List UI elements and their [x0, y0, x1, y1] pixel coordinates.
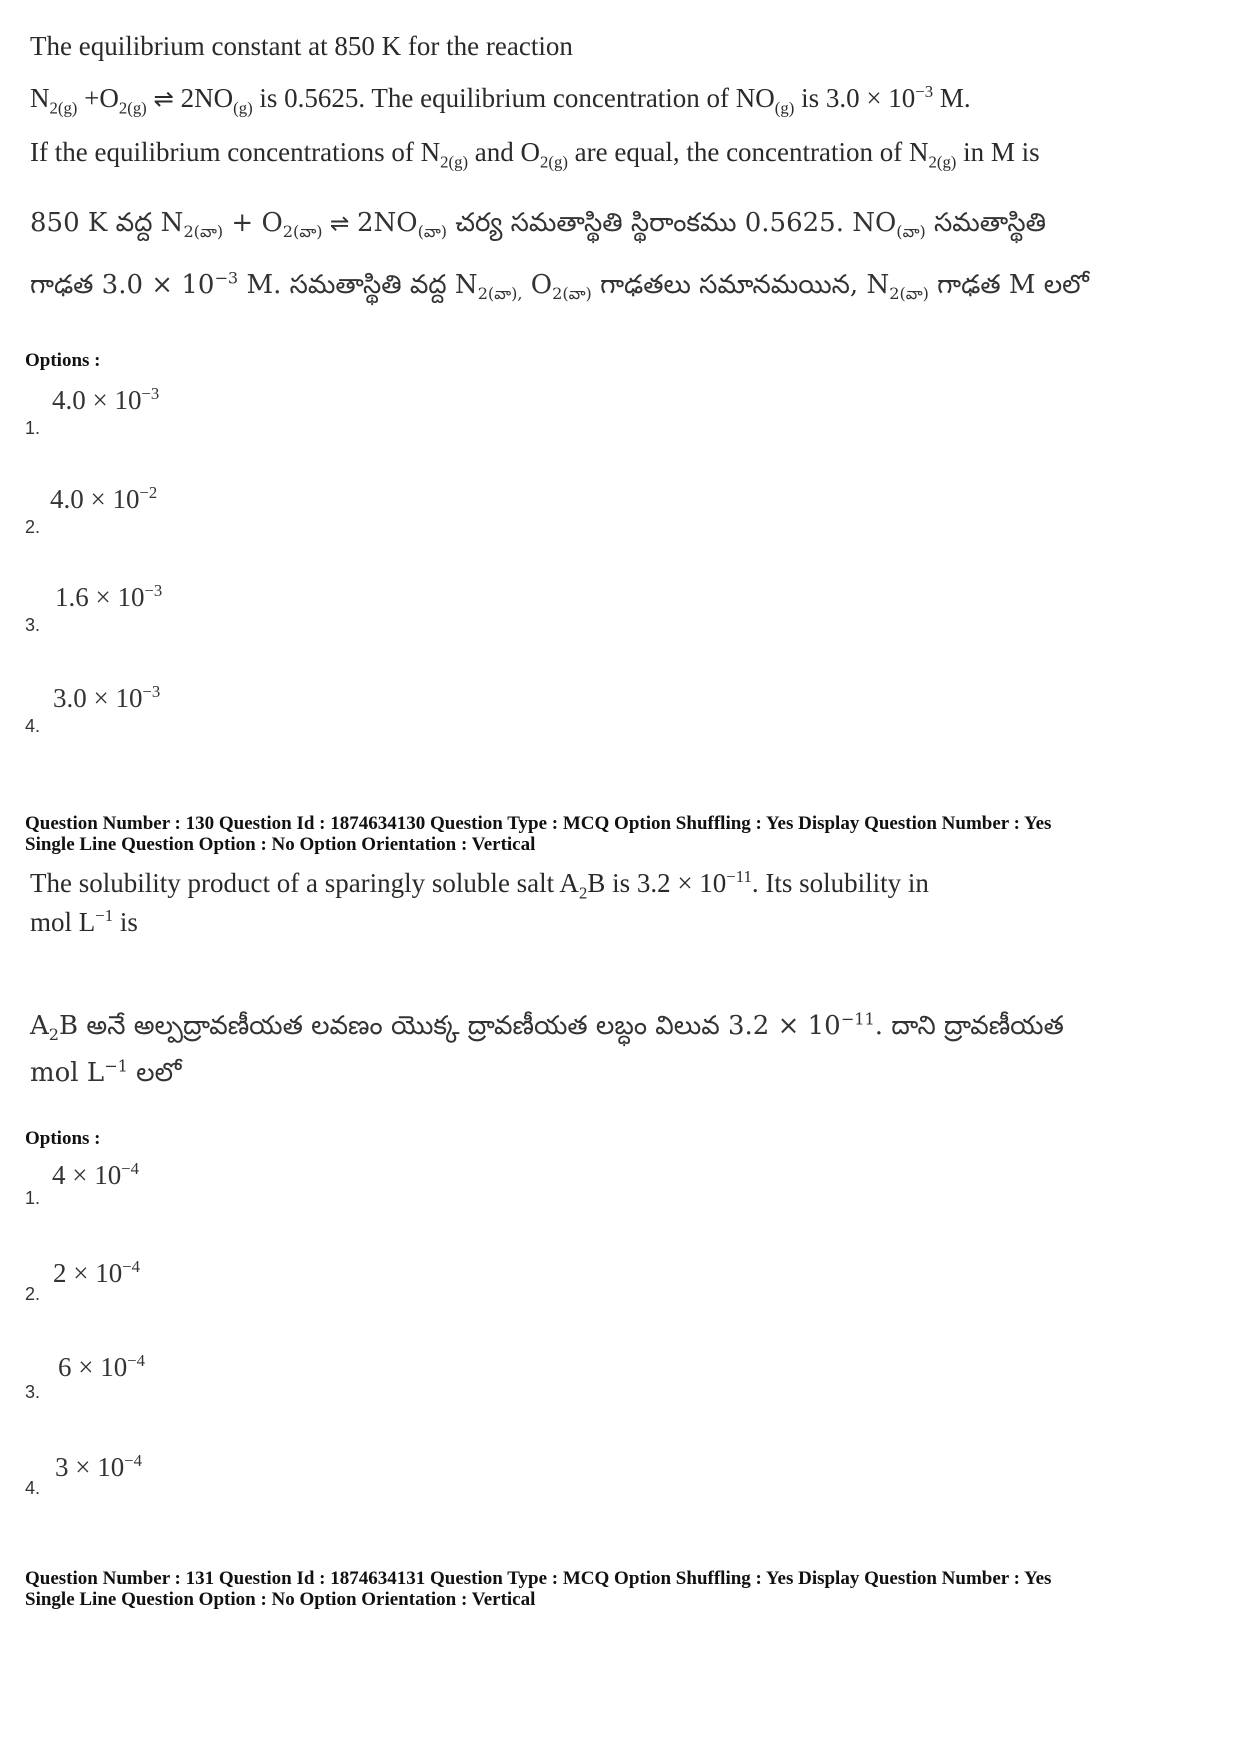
- option-value: $3 \times 10^{-4}$: [55, 1451, 143, 1482]
- equilibrium-arrow-icon: ⇌: [322, 209, 357, 237]
- option-number: 3.: [25, 1382, 41, 1402]
- option-number: 4.: [25, 1478, 41, 1498]
- q130-meta: [25, 813, 1051, 855]
- option-value: $4.0 \times 10^{-2}$: [50, 483, 158, 514]
- q130-options-heading: Options :: [25, 1128, 101, 1149]
- equilibrium-arrow-icon: ⇌: [153, 84, 174, 113]
- q130-english: The solubility product of a sparingly soluble salt $A_2B$ is $3.2 \times 10^{-11}$. Its solubility in mol $L^{-1}$ is: [30, 867, 929, 937]
- option-number: 3.: [25, 615, 41, 635]
- q129-option-4[interactable]: [0, 683, 600, 743]
- q129-english-line3: If the equilibrium concentrations of $N_{2(g)}$ and $O_{2(g)}$ are equal, the concentration of $N_{2(g)}$ in M is: [30, 137, 1040, 172]
- option-value: $4.0 \times 10^{-3}$: [52, 384, 160, 415]
- option-value: $6 \times 10^{-4}$: [58, 1351, 146, 1382]
- q131-meta-line1: Question Number : 131 Question Id : 1874634131 Question Type : MCQ Option Shuffling : Yes Display Question Number : Yes: [25, 1568, 1052, 1589]
- q130-meta-line2: Single Line Question Option : No Option Orientation : Vertical: [25, 834, 536, 855]
- option-number: 2.: [25, 1284, 41, 1304]
- q131-meta-line2: Single Line Question Option : No Option Orientation : Vertical: [25, 1589, 536, 1610]
- q130-telugu: $A_2B$ అనే అల్పద్రావణీయత లవణం యొక్క ద్రావణీయత లబ్ధం విలువ $3.2 \times 10^{-11}$. దాని ద్రావణీయత mol $L^{-1}$ లలో: [30, 1009, 1064, 1088]
- q130-option-1[interactable]: [0, 1160, 600, 1220]
- q129-english-line2: $N_{2(g)} +O_{2(g)}$ ⇌ $2NO_{(g)}$ is 0.5625. The equilibrium concentration of $NO_{(g)}$ is $3.0 \times 10^{-3}$ M.: [30, 82, 971, 118]
- option-value: $1.6 \times 10^{-3}$: [55, 581, 163, 612]
- option-number: 2.: [25, 517, 41, 537]
- q129-telugu-line2: గాఢత $3.0 \times 10^{-3}$ M. సమతాస్థితి వద్ద $N_{2(వా),}$ $O_{2(వా)}$ గాఢతలు సమానమయిన, $N_{2(వా)}$ గాఢత M లలో: [30, 268, 1089, 304]
- q130-option-4[interactable]: [0, 1452, 600, 1512]
- option-value: $4 \times 10^{-4}$: [52, 1159, 140, 1190]
- option-number: 1.: [25, 418, 41, 438]
- q129-option-3[interactable]: [0, 582, 600, 642]
- option-value: $3.0 \times 10^{-3}$: [53, 682, 161, 713]
- option-number: 1.: [25, 1188, 41, 1208]
- option-value: $2 \times 10^{-4}$: [53, 1257, 141, 1288]
- q129-option-2[interactable]: [0, 484, 600, 544]
- q129-english-line1: The equilibrium constant at 850 K for the reaction: [30, 31, 573, 61]
- q130-option-2[interactable]: [0, 1258, 600, 1318]
- q129-option-1[interactable]: [0, 385, 600, 445]
- q130-meta-line1: Question Number : 130 Question Id : 1874634130 Question Type : MCQ Option Shuffling : Yes Display Question Number : Yes: [25, 813, 1052, 834]
- q131-meta: [25, 1568, 1051, 1610]
- q129-options-heading: Options :: [25, 350, 101, 371]
- q130-option-3[interactable]: [0, 1352, 600, 1412]
- q129-telugu-line1: 850 K వద్ద $N_{2(వా)} + O_{2(వా)}$ ⇌ $2NO_{(వా)}$ చర్య సమతాస్థితి స్థిరాంకము 0.5625. $NO_{(వా)}$ సమతాస్థితి: [30, 208, 1046, 242]
- option-number: 4.: [25, 716, 41, 736]
